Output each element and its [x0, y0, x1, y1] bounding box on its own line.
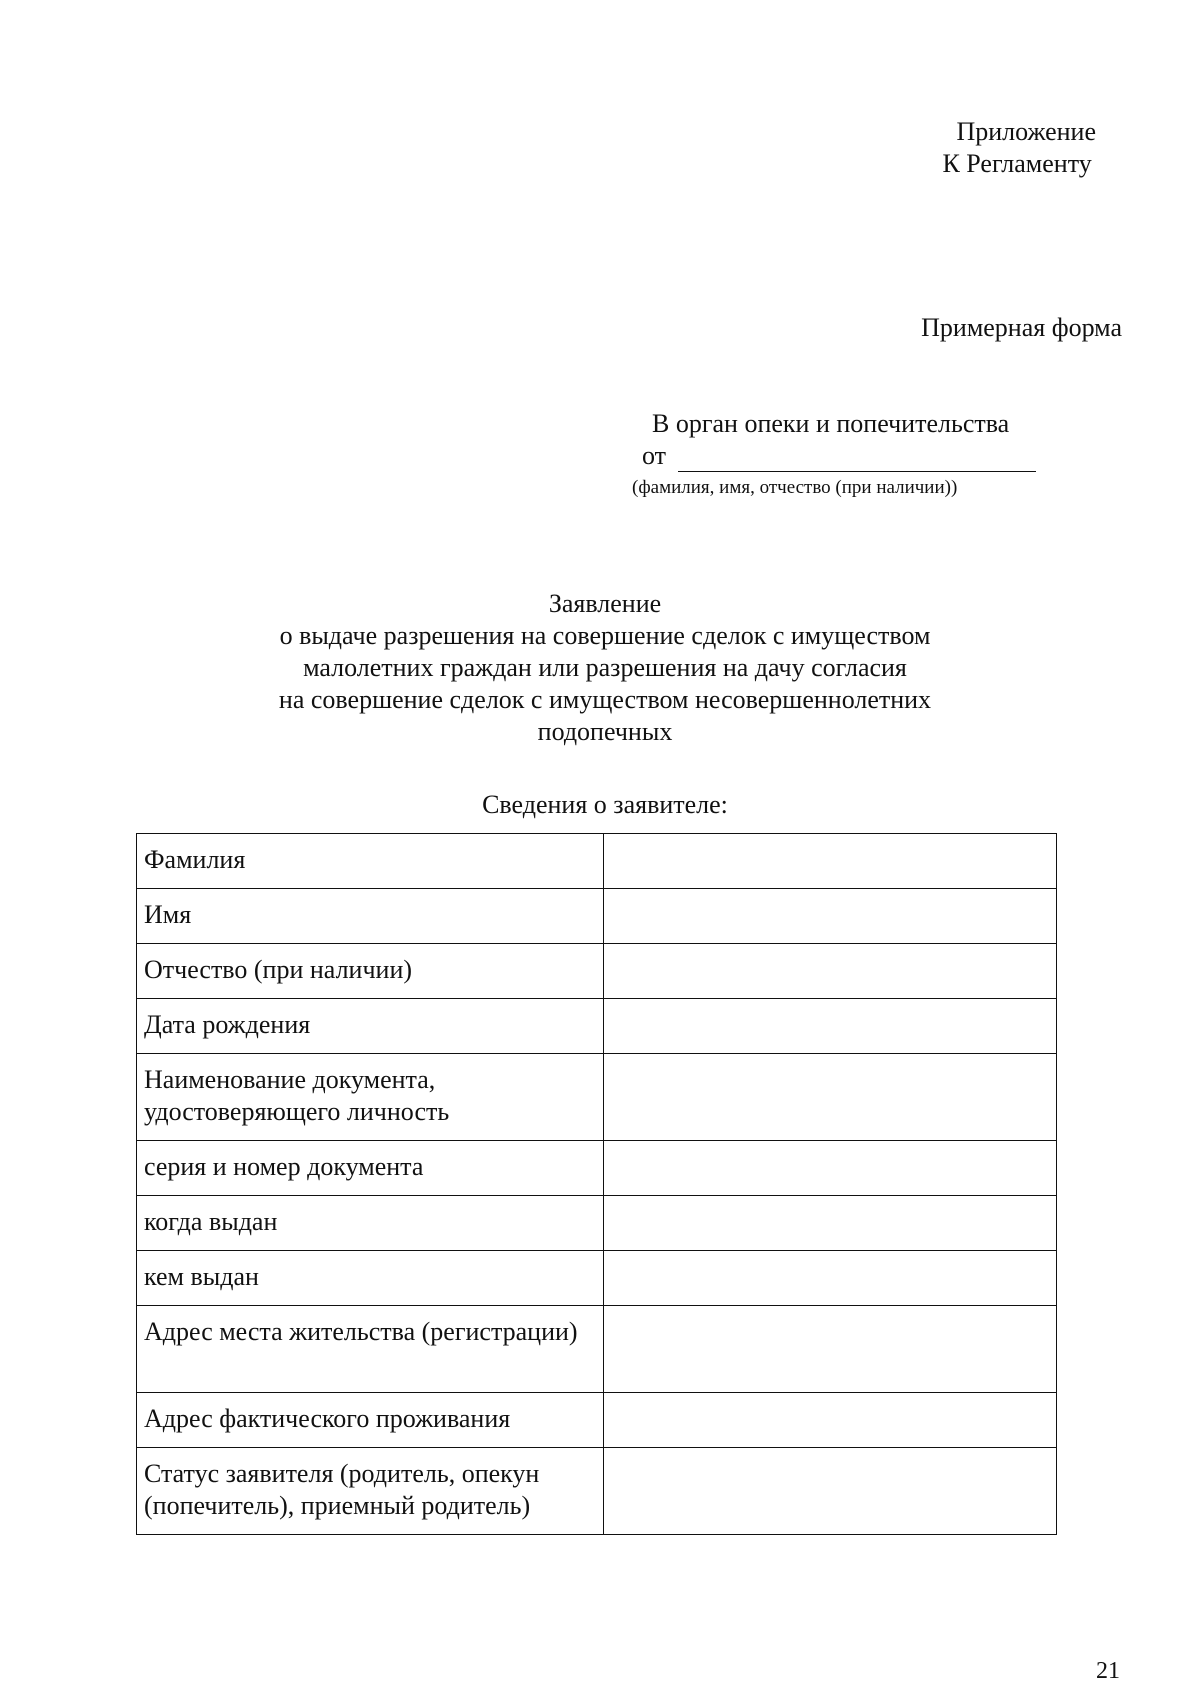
field-value[interactable]: [604, 1448, 1057, 1535]
from-label: от: [642, 441, 667, 470]
field-label: Дата рождения: [137, 999, 604, 1054]
field-label: серия и номер документа: [137, 1141, 604, 1196]
applicant-info-heading: Сведения о заявителе:: [482, 790, 728, 819]
table-row: [137, 1196, 1057, 1251]
field-label: Фамилия: [137, 834, 604, 889]
applicant-name-blank[interactable]: [678, 447, 1036, 472]
table-row: [137, 999, 1057, 1054]
statement-subtitle-line: малолетних граждан или разрешения на дачу согласия: [303, 653, 907, 682]
table-row: [137, 889, 1057, 944]
appendix-header: [942, 116, 1096, 180]
field-label: когда выдан: [137, 1196, 604, 1251]
field-value[interactable]: [604, 834, 1057, 889]
statement-title: Заявление: [548, 589, 662, 618]
table-row: [137, 834, 1057, 889]
table-row: [137, 1251, 1057, 1306]
page-number: 21: [1096, 1658, 1120, 1684]
field-value[interactable]: [604, 1054, 1057, 1141]
statement-title-block: [210, 588, 1000, 748]
field-label: Наименование документа, удостоверяющего личность: [137, 1054, 604, 1141]
field-label: Статус заявителя (родитель, опекун (попечитель), приемный родитель): [137, 1448, 604, 1535]
addressee-authority: В орган опеки и попечительства: [652, 409, 1010, 438]
appendix-reference: К Регламенту: [942, 149, 1092, 178]
field-value[interactable]: [604, 1196, 1057, 1251]
table-row: [137, 1141, 1057, 1196]
applicant-info-table: [136, 833, 1057, 1535]
table-row: [137, 944, 1057, 999]
addressee-block: [600, 408, 1070, 500]
field-value[interactable]: [604, 1141, 1057, 1196]
field-label: Адрес фактического проживания: [137, 1393, 604, 1448]
appendix-title: Приложение: [956, 117, 1096, 146]
table-row: [137, 1393, 1057, 1448]
field-value[interactable]: [604, 1393, 1057, 1448]
field-label: Отчество (при наличии): [137, 944, 604, 999]
field-value[interactable]: [604, 1306, 1057, 1393]
table-row: [137, 1306, 1057, 1393]
field-value[interactable]: [604, 944, 1057, 999]
field-label: кем выдан: [137, 1251, 604, 1306]
field-label: Адрес места жительства (регистрации): [137, 1306, 604, 1393]
statement-subtitle-line: на совершение сделок с имуществом несовершеннолетних: [278, 685, 932, 714]
field-value[interactable]: [604, 889, 1057, 944]
table-row: [137, 1448, 1057, 1535]
applicant-name-line: [642, 440, 1070, 472]
field-value[interactable]: [604, 1251, 1057, 1306]
statement-subtitle-line: о выдаче разрешения на совершение сделок с имуществом: [279, 621, 931, 650]
field-label: Имя: [137, 889, 604, 944]
applicant-name-hint: (фамилия, имя, отчество (при наличии)): [632, 477, 958, 498]
table-row: [137, 1054, 1057, 1141]
sample-form-label: Примерная форма: [921, 313, 1122, 342]
statement-subtitle-line: подопечных: [537, 717, 673, 746]
field-value[interactable]: [604, 999, 1057, 1054]
